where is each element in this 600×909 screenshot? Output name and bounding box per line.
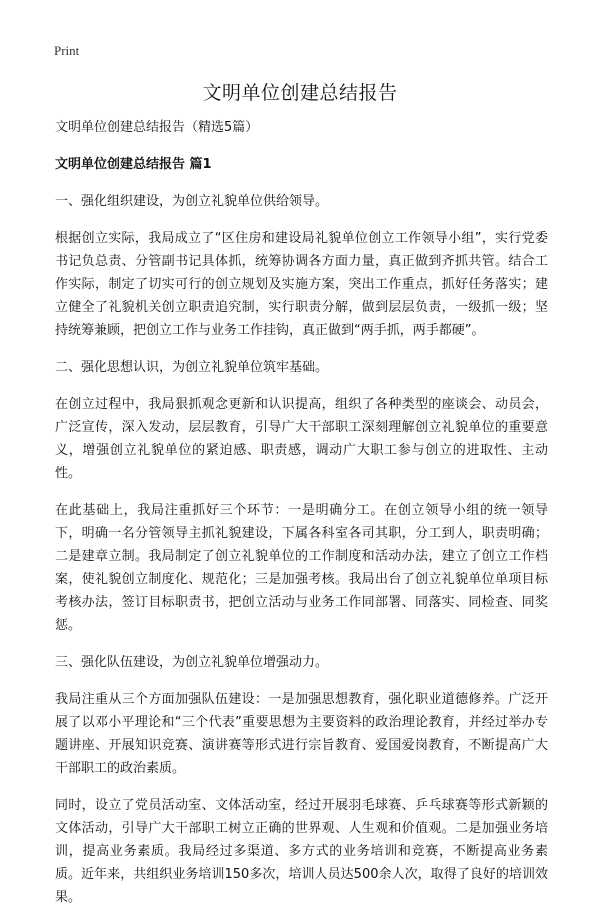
document-body — [55, 116, 548, 909]
paragraph: 同时，设立了党员活动室、文体活动室，经过开展羽毛球赛、乒乓球赛等形式新颖的文体活动，引导广大干部职工树立正确的世界观、人生观和价值观。二是加强业务培训，提高业务素质。我局经过多渠道、多方式的业务培训和竞赛，不断提高业务素质。近年来，共组织业务培训150多次，培训人员达500余人次，取得了良好的培训效果。 — [55, 798, 548, 905]
page-title: 文明单位创建总结报告 — [202, 82, 398, 104]
section-heading: 文明单位创建总结报告 篇1 — [55, 157, 212, 172]
paragraph: 在此基础上，我局注重抓好三个环节：一是明确分工。在创立领导小组的统一领导下，明确一名分管领导主抓礼貌建设，下属各科室各司其职，分工到人，职责明确；二是建章立制。我局制定了创立礼貌单位的工作制度和活动办法，建立了创立工作档案，使礼貌创立制度化、规范化；三是加强考核。我局出台了创立礼貌单位单项目标考核办法，签订目标职责书，把创立活动与业务工作同部署、同落实、同检查、同奖惩。 — [55, 503, 548, 633]
document-subtitle: 文明单位创建总结报告（精选5篇） — [55, 120, 259, 135]
paragraph: 在创立过程中，我局狠抓观念更新和认识提高，组织了各种类型的座谈会、动员会，广泛宣传，深入发动，层层教育，引导广大干部职工深刻理解创立礼貌单位的重要意义，增强创立礼貌单位的紧迫感、职责感，调动广大职工参与创立的进取性、主动性。 — [55, 397, 548, 481]
paragraph-heading-3: 三、强化队伍建设，为创立礼貌单位增强动力。 — [55, 655, 329, 670]
paragraph-heading-1: 一、强化组织建设，为创立礼貌单位供给领导。 — [55, 194, 329, 209]
print-link[interactable]: Print — [54, 43, 80, 58]
paragraph: 根据创立实际，我局成立了“区住房和建设局礼貌单位创立工作领导小组”，实行党委书记负总责、分管副书记具体抓，统筹协调各方面力量，真正做到齐抓共管。结合工作实际，制定了切实可行的创立规划及实施方案，突出工作重点，抓好任务落实；建立健全了礼貌机关创立职责追究制，实行职责分解，做到层层负责，一级抓一级；坚持统筹兼顾，把创立工作与业务工作挂钩，真正做到“两手抓，两手都硬”。 — [55, 231, 548, 338]
paragraph-heading-2: 二、强化思想认识，为创立礼貌单位筑牢基础。 — [55, 360, 329, 375]
paragraph: 我局注重从三个方面加强队伍建设：一是加强思想教育，强化职业道德修养。广泛开展了以邓小平理论和“三个代表”重要思想为主要资料的政治理论教育，并经过举办专题讲座、开展知识竞赛、演讲赛等形式进行宗旨教育、爱国爱岗教育，不断提高广大干部职工的政治素质。 — [55, 692, 548, 776]
